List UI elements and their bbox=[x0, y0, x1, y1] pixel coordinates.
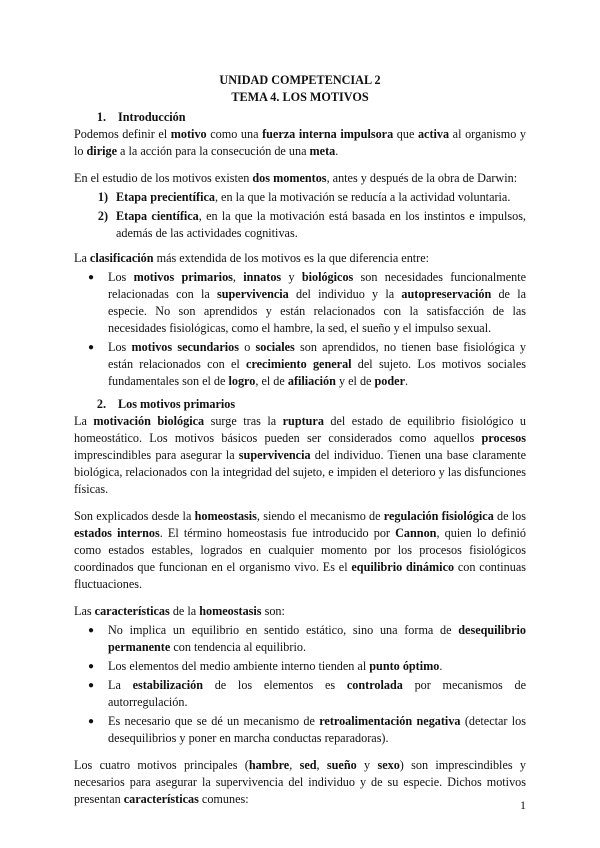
text-run: comunes: bbox=[198, 792, 249, 806]
section-title: Introducción bbox=[118, 110, 186, 124]
bold-term: Etapa precientífica bbox=[116, 190, 215, 204]
list-item bbox=[74, 339, 526, 390]
bold-term: motivos primarios bbox=[133, 270, 233, 284]
bold-term: regulación fisiológica bbox=[383, 509, 494, 523]
text-run: . El término homeostasis fue introducido por bbox=[159, 526, 396, 540]
text-run: Podemos definir el bbox=[74, 127, 171, 141]
characteristics-list bbox=[74, 622, 526, 747]
text-run: o bbox=[238, 340, 256, 354]
list-item-text bbox=[108, 658, 526, 675]
list-item bbox=[74, 189, 526, 206]
bold-term: sociales bbox=[255, 340, 295, 354]
bullet-icon: ● bbox=[87, 342, 95, 353]
text-run: La bbox=[108, 678, 133, 692]
text-run: , el de bbox=[255, 374, 288, 388]
text-run: son: bbox=[261, 604, 285, 618]
unit-title: UNIDAD COMPETENCIAL 2 bbox=[219, 73, 381, 87]
text-run: . bbox=[335, 144, 339, 158]
text-run: imprescindibles para asegurar la bbox=[74, 448, 239, 462]
text-run: a la acción para la consecución de una bbox=[117, 144, 310, 158]
list-item-text bbox=[116, 208, 526, 242]
intro-paragraph bbox=[74, 126, 526, 160]
list-item-text bbox=[108, 339, 526, 390]
bold-term: Cannon bbox=[395, 526, 437, 540]
text-run: Los elementos del medio ambiente interno tienden al bbox=[108, 659, 370, 673]
text-run: , bbox=[232, 270, 244, 284]
bold-term: motivo bbox=[170, 127, 207, 141]
text-run: que bbox=[393, 127, 418, 141]
text-run: Es necesario que se dé un mecanismo de bbox=[108, 714, 320, 728]
text-run: con continuas fluctuaciones. bbox=[74, 560, 526, 591]
text-run: La bbox=[74, 414, 94, 428]
list-item-text bbox=[108, 713, 526, 747]
text-run: Las bbox=[74, 604, 95, 618]
primary-motives-paragraph-1 bbox=[74, 413, 526, 498]
text-run: Los bbox=[108, 340, 132, 354]
bold-term: autopreservación bbox=[401, 287, 492, 301]
page-number: 1 bbox=[520, 798, 526, 812]
bold-term: características bbox=[94, 604, 170, 618]
text-run: de la bbox=[169, 604, 200, 618]
bold-term: sexo bbox=[377, 758, 400, 772]
list-item bbox=[74, 269, 526, 337]
bold-term: afiliación bbox=[287, 374, 336, 388]
text-run: . bbox=[404, 374, 409, 388]
bold-term: poder bbox=[374, 374, 405, 388]
bold-term: controlada bbox=[346, 678, 403, 692]
list-item bbox=[74, 208, 526, 242]
bold-term: dirige bbox=[86, 144, 117, 158]
bullet-icon: ● bbox=[87, 716, 95, 727]
text-run: ) son imprescindibles y necesarios para asegurar la supervivencia del individuo y de su especie. Dichos motivos presentan bbox=[74, 758, 527, 806]
homeostasis-paragraph bbox=[74, 508, 526, 593]
text-run: La bbox=[74, 251, 90, 265]
text-run: y bbox=[356, 758, 378, 772]
moments-intro-paragraph bbox=[74, 170, 526, 187]
classification-list bbox=[74, 269, 526, 390]
text-run: En el estudio de los motivos existen bbox=[74, 171, 253, 185]
bold-term: retroalimentación negativa bbox=[319, 714, 461, 728]
list-item bbox=[74, 677, 526, 711]
text-run: del individuo. Tienen una base claramente biológica, relacionados con la integridad del sujeto, e impiden el deterioro y las disfunciones físicas. bbox=[74, 448, 526, 496]
list-item-text bbox=[108, 269, 526, 337]
text-run: del individuo y la bbox=[288, 287, 402, 301]
text-run: surge tras la bbox=[204, 414, 283, 428]
text-run: , antes y después de la obra de Darwin: bbox=[326, 171, 518, 185]
text-run: de los bbox=[493, 509, 527, 523]
bold-term: supervivencia bbox=[238, 448, 311, 462]
text-run: son necesidades funcionalmente relacionadas con la bbox=[108, 270, 527, 301]
text-run: No implica un equilibrio en sentido estático, sino una forma de bbox=[108, 623, 459, 637]
bullet-icon: ● bbox=[87, 661, 95, 672]
bold-term: sueño bbox=[326, 758, 357, 772]
list-item bbox=[74, 622, 526, 656]
bullet-icon: ● bbox=[87, 272, 95, 283]
bold-term: estabilización bbox=[132, 678, 203, 692]
text-run: , siendo el mecanismo de bbox=[256, 509, 384, 523]
bold-term: estados internos bbox=[74, 526, 160, 540]
list-number: 2) bbox=[97, 209, 108, 223]
text-run: de los elementos es bbox=[203, 678, 347, 692]
list-item bbox=[74, 713, 526, 747]
bold-term: activa bbox=[417, 127, 450, 141]
list-item-text bbox=[108, 622, 526, 656]
bold-term: innatos bbox=[243, 270, 282, 284]
text-run: , bbox=[316, 758, 327, 772]
bold-term: crecimiento general bbox=[246, 357, 352, 371]
text-run: . bbox=[439, 659, 443, 673]
text-run: Los cuatro motivos principales ( bbox=[74, 758, 249, 772]
moments-list bbox=[74, 189, 526, 242]
text-run: de la especie. No son aprendidos y están relacionados con la satisfacción de las necesidades fisiológicas, como el hambre, la sed, el sueño y el impulso sexual. bbox=[108, 287, 526, 335]
text-run: con tendencia al equilibrio. bbox=[170, 640, 306, 654]
bold-term: desequilibrio permanente bbox=[108, 623, 526, 654]
bold-term: supervivencia bbox=[216, 287, 289, 301]
bold-term: homeostasis bbox=[199, 604, 262, 618]
bold-term: características bbox=[123, 792, 199, 806]
text-run: Son explicados desde la bbox=[74, 509, 195, 523]
text-run: , quien lo definió como estados estables, logrados en cualquier momento por los procesos fisiológicos coordinados que funcionan en el organismo vivo. Es el bbox=[74, 526, 527, 574]
text-run: , en la que la motivación está basada en los instintos e impulsos, además de las actividades cognitivas. bbox=[116, 209, 526, 240]
text-run: por mecanismos de autorregulación. bbox=[108, 678, 527, 709]
section-number: 2. bbox=[96, 397, 106, 411]
text-run: , bbox=[289, 758, 300, 772]
bold-term: clasificación bbox=[89, 251, 154, 265]
bold-term: homeostasis bbox=[194, 509, 257, 523]
text-run: y el de bbox=[335, 374, 375, 388]
bold-term: procesos bbox=[481, 431, 526, 445]
text-run: y bbox=[281, 270, 302, 284]
bold-term: ruptura bbox=[282, 414, 324, 428]
bold-term: logro bbox=[228, 374, 256, 388]
list-item-text bbox=[108, 677, 526, 711]
list-number: 1) bbox=[97, 190, 108, 204]
text-run: del estado de equilibrio fisiológico u homeostático. Los motivos básicos pueden ser considerados como aquellos bbox=[74, 414, 526, 445]
bold-term: meta bbox=[309, 144, 336, 158]
section-heading-introduccion bbox=[74, 109, 526, 126]
list-item bbox=[74, 658, 526, 675]
characteristics-intro-paragraph bbox=[74, 603, 526, 620]
bold-term: equilibrio dinámico bbox=[351, 560, 455, 574]
section-heading-motivos-primarios bbox=[74, 396, 526, 413]
bold-term: motivos secundarios bbox=[131, 340, 239, 354]
bold-term: sed bbox=[299, 758, 317, 772]
bullet-icon: ● bbox=[87, 625, 95, 636]
bullet-icon: ● bbox=[87, 680, 95, 691]
bold-term: Etapa científica bbox=[116, 209, 199, 223]
section-title: Los motivos primarios bbox=[118, 397, 236, 411]
bold-term: biológicos bbox=[301, 270, 354, 284]
bold-term: hambre bbox=[248, 758, 290, 772]
list-item-text bbox=[116, 189, 526, 206]
text-run: Los bbox=[108, 270, 134, 284]
text-run: más extendida de los motivos es la que diferencia entre: bbox=[153, 251, 430, 265]
text-run: , en la que la motivación se reducía a la actividad voluntaria. bbox=[214, 190, 511, 204]
bold-term: motivación biológica bbox=[93, 414, 205, 428]
bold-term: punto óptimo bbox=[369, 659, 440, 673]
text-run: del sujeto. Los motivos sociales fundamentales son el de bbox=[108, 357, 526, 388]
classification-intro-paragraph bbox=[74, 250, 526, 267]
text-run: (detectar los desequilibrios y poner en marcha conductas reparadoras). bbox=[108, 714, 526, 745]
text-run: como una bbox=[206, 127, 263, 141]
topic-title: TEMA 4. LOS MOTIVOS bbox=[231, 90, 369, 104]
bold-term: fuerza interna impulsora bbox=[262, 127, 394, 141]
section-number: 1. bbox=[96, 110, 106, 124]
four-motives-paragraph bbox=[74, 757, 526, 808]
text-run: son aprendidos, no tienen base fisiológica y están relacionados con el bbox=[108, 340, 526, 371]
text-run: al organismo y lo bbox=[74, 127, 526, 158]
bold-term: dos momentos bbox=[252, 171, 327, 185]
